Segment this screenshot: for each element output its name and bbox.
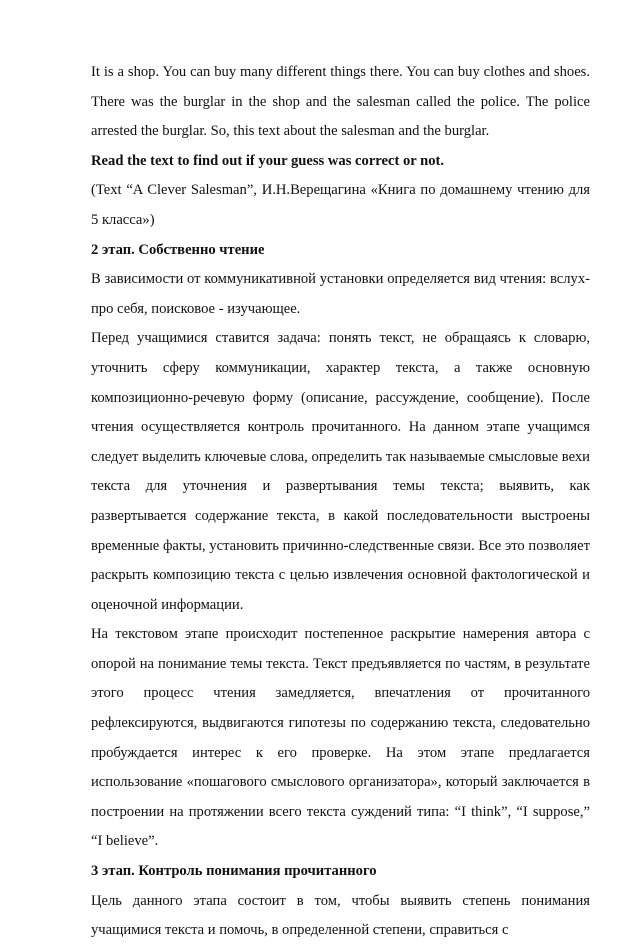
section-heading-stage-2: 2 этап. Собственно чтение [91,241,265,258]
document-body [91,58,590,946]
paragraph-student-task: Перед учащимися ставится задача: понять текст, не обращаясь к словарю, уточнить сферу коммуникации, характер текста, а также основную композиционно-речевую форму (описание, рассуждение, сообщение). После чтения осуществляется контроль прочитанного. На данном этапе учащимся следует выделить ключевые слова, определить так называемые смысловые вехи текста для уточнения и развертывания темы текста; выявить, как развертывается содержание текста, в какой последовательности выстроены временные факты, установить причинно-следственные связи. Все это позволяет раскрыть композицию текста с целью извлечения основной фактологической и оценочной информации. [91,330,590,613]
section-heading-stage-3: 3 этап. Контроль понимания прочитанного [91,863,377,880]
reading-instruction: Read the text to find out if your guess was correct or not. [91,152,445,169]
paragraph-reading-types: В зависимости от коммуникативной установки определяется вид чтения: вслух- про себя, поисковое - изучающее. [91,271,590,317]
paragraph-shop-description: It is a shop. You can buy many different things there. You can buy clothes and shoes. There was the burglar in the shop and the salesman called the police. The police arrested the burglar. So, this text about the salesman and the burglar. [91,64,590,140]
paragraph-text-stage: На текстовом этапе происходит постепенное раскрытие намерения автора с опорой на понимание темы текста. Текст предъявляется по частям, в результате этого процесс чтения замедляется, впечатления от прочитанного рефлексируются, выдвигаются гипотезы по содержанию текста, следовательно пробуждается интерес к его проверке. На этом этапе предлагается использование «пошагового смыслового организатора», который заключается в построении на протяжении всего текста суждений типа: “I think”, “I suppose,” “I believe”. [91,626,590,850]
paragraph-stage-3-goal: Цель данного этапа состоит в том, чтобы выявить степень понимания учащимися текста и помочь, в определенной степени, справиться с [91,892,590,939]
text-source-reference: (Text “A Clever Salesman”, И.Н.Верещагина «Книга по домашнему чтению для 5 класса») [91,182,590,228]
